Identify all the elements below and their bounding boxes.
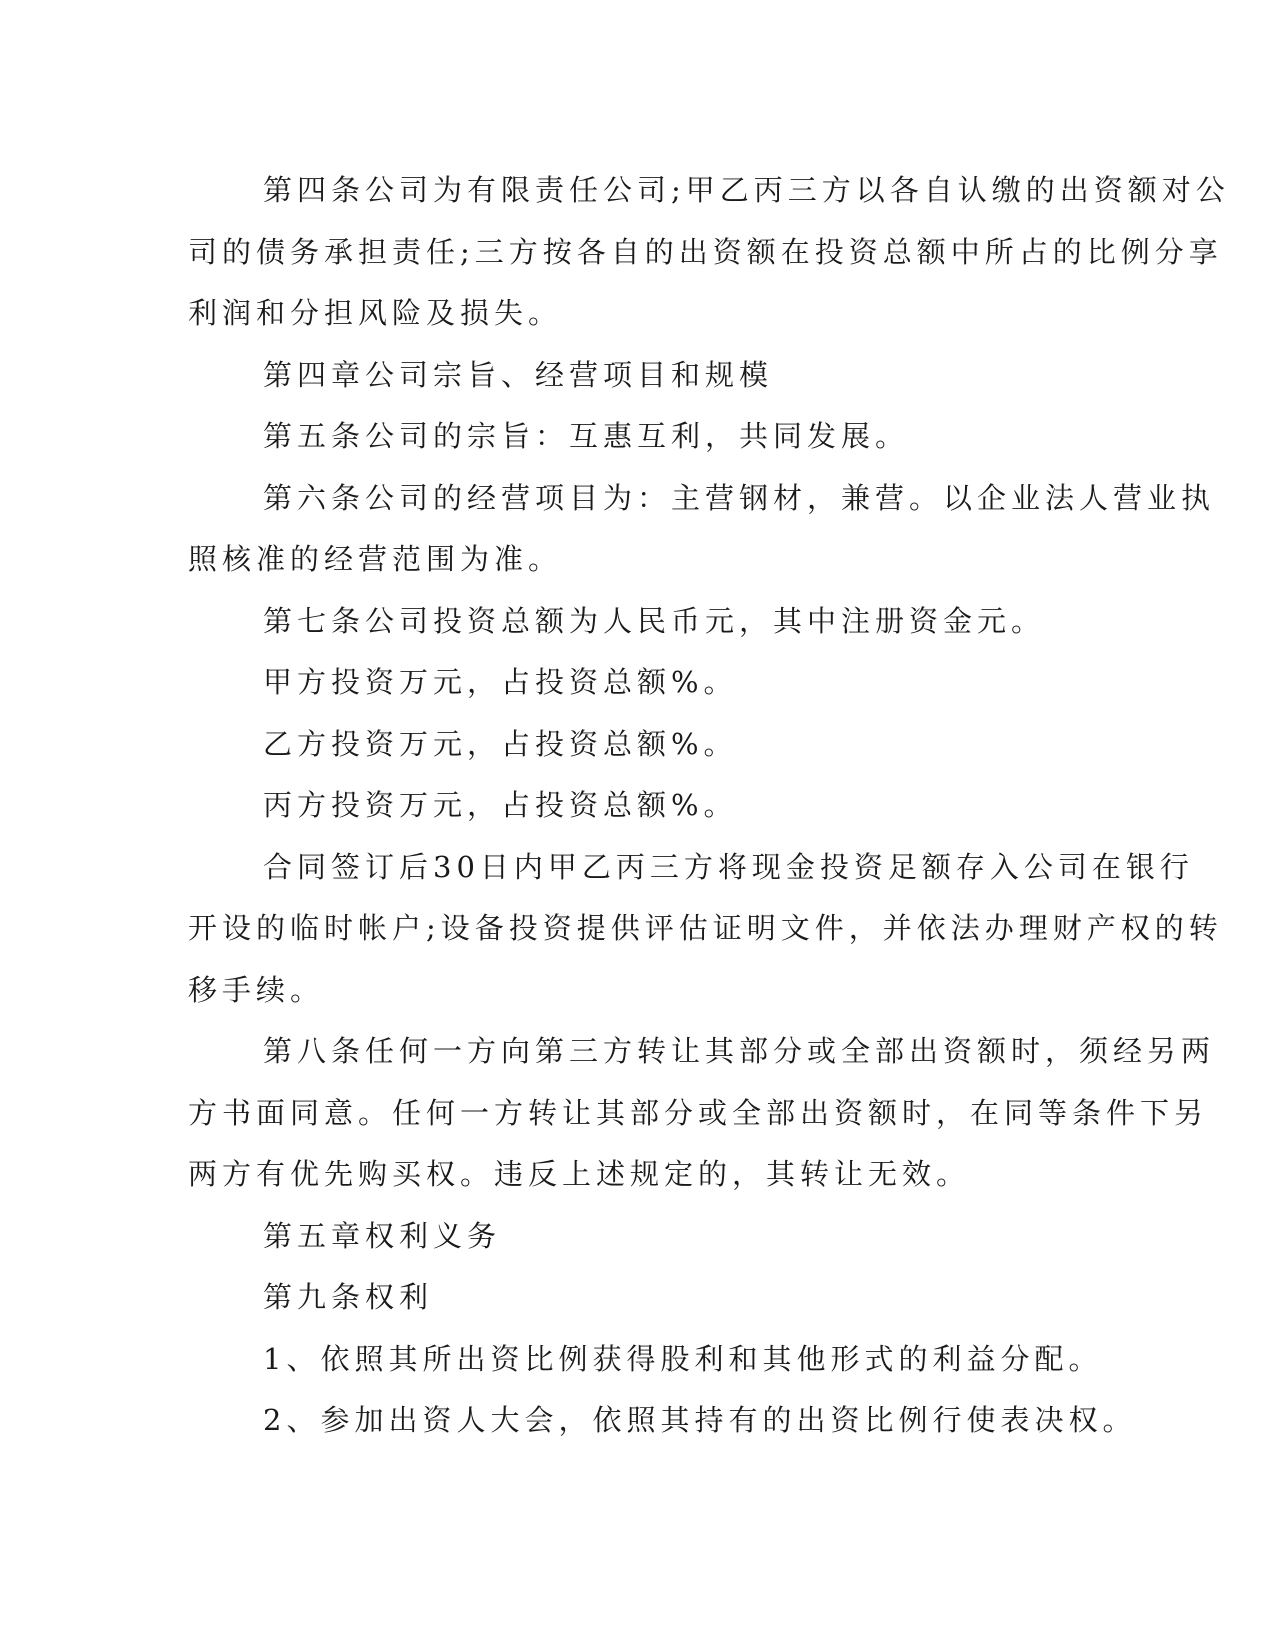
text-line: 第四章公司宗旨、经营项目和规模 — [263, 357, 774, 392]
text-line: 甲方投资万元，占投资总额%。 — [263, 665, 738, 699]
text-line: 方书面同意。任何一方转让其部分或全部出资额时，在同等条件下另 — [188, 1095, 1209, 1130]
chapter-4-heading — [188, 345, 1088, 407]
party-c-investment-paragraph — [188, 775, 1088, 837]
deposit-clause-paragraph — [188, 837, 1223, 1022]
article-4-paragraph — [188, 160, 1230, 345]
article-8-paragraph — [188, 1021, 1216, 1206]
text-line: 开设的临时帐户;设备投资提供评估证明文件，并依法办理财产权的转 — [188, 911, 1223, 945]
text-line: 丙方投资万元，占投资总额%。 — [263, 788, 738, 822]
right-1-paragraph — [188, 1329, 1103, 1391]
article-5-paragraph — [188, 406, 1088, 468]
party-b-investment-paragraph — [188, 714, 1088, 776]
article-9-heading — [188, 1267, 1088, 1329]
text-line: 第九条权利 — [263, 1280, 434, 1314]
text-line: 移手续。 — [188, 972, 325, 1007]
party-a-investment-paragraph — [188, 652, 1088, 714]
text-line: 第六条公司的经营项目为：主营钢材，兼营。以企业法人营业执 — [263, 480, 1216, 515]
article-6-paragraph — [188, 468, 1216, 591]
text-line: 第五章权利义务 — [263, 1218, 502, 1253]
text-line: 司的债务承担责任;三方按各自的出资额在投资总额中所占的比例分享 — [188, 234, 1223, 269]
text-line: 合同签订后30日内甲乙丙三方将现金投资足额存入公司在银行 — [263, 849, 1194, 884]
text-line: 乙方投资万元，占投资总额%。 — [263, 726, 738, 761]
right-2-paragraph — [188, 1390, 1137, 1452]
article-7-paragraph — [188, 591, 1088, 653]
text-line: 第四条公司为有限责任公司;甲乙丙三方以各自认缴的出资额对公 — [263, 173, 1230, 207]
text-line: 第八条任何一方向第三方转让其部分或全部出资额时，须经另两 — [263, 1034, 1216, 1068]
text-line: 2、参加出资人大会，依照其持有的出资比例行使表决权。 — [263, 1403, 1137, 1437]
document-body — [188, 160, 1230, 1452]
text-line: 两方有优先购买权。违反上述规定的，其转让无效。 — [188, 1157, 971, 1191]
text-line: 第七条公司投资总额为人民币元，其中注册资金元。 — [263, 603, 1046, 638]
text-line: 照核准的经营范围为准。 — [188, 542, 563, 576]
text-line: 1、依照其所出资比例获得股利和其他形式的利益分配。 — [263, 1341, 1103, 1376]
text-line: 利润和分担风险及损失。 — [188, 296, 563, 330]
chapter-5-heading — [188, 1206, 1088, 1268]
text-line: 第五条公司的宗旨：互惠互利，共同发展。 — [263, 419, 910, 453]
